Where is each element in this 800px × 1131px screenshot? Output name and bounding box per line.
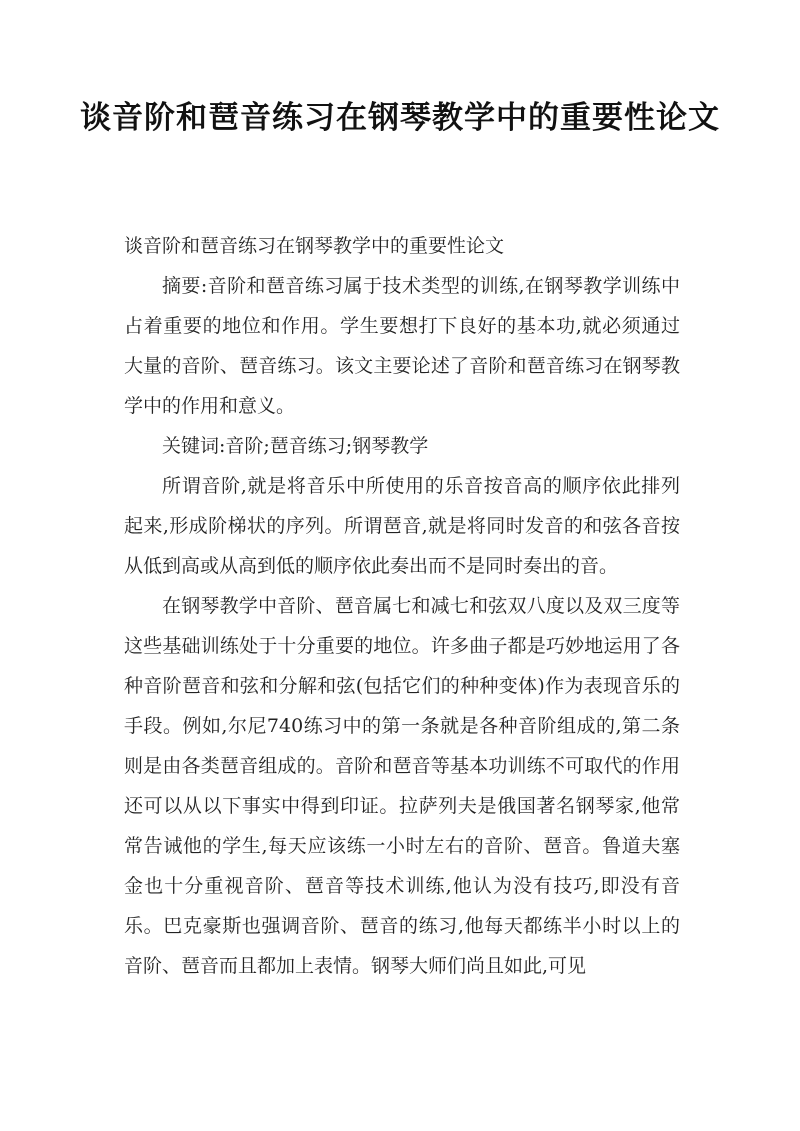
keywords-paragraph: 关键词:音阶;琶音练习;钢琴教学 xyxy=(162,435,429,457)
subtitle-paragraph: 谈音阶和琶音练习在钢琴教学中的重要性论文 xyxy=(124,235,505,257)
abstract-paragraph: 摘要:音阶和琶音练习属于技术类型的训练,在钢琴教学训练中占着重要的地位和作用。学生要想打下良好的基本功,就必须通过大量的音阶、琶音练习。该文主要论述了音阶和琶音练习在钢琴教学中的作用和意义。 xyxy=(124,275,680,417)
document-title: 谈音阶和琶音练习在钢琴教学中的重要性论文 xyxy=(80,100,720,136)
body-paragraph-definitions: 所谓音阶,就是将音乐中所使用的乐音按音高的顺序依此排列起来,形成阶梯状的序列。所谓琶音,就是将同时发音的和弦各音按从低到高或从高到低的顺序依此奏出而不是同时奏出的音。 xyxy=(124,475,680,577)
body-paragraph-importance: 在钢琴教学中音阶、琶音属七和减七和弦双八度以及双三度等这些基础训练处于十分重要的地位。许多曲子都是巧妙地运用了各种音阶琶音和弦和分解和弦(包括它们的种种变体)作为表现音乐的手段。例如,尔尼740练习中的第一条就是各种音阶组成的,第二条则是由各类琶音组成的。音阶和琶音等基本功训练不可取代的作用还可以从以下事实中得到印证。拉萨列夫是俄国著名钢琴家,他常常告诫他的学生,每天应该练一小时左右的音阶、琶音。鲁道夫塞金也十分重视音阶、琶音等技术训练,他认为没有技巧,即没有音乐。巴克豪斯也强调音阶、琶音的练习,他每天都练半小时以上的音阶、琶音而且都加上表情。钢琴大师们尚且如此,可见 xyxy=(124,595,680,977)
document-body xyxy=(124,226,680,986)
